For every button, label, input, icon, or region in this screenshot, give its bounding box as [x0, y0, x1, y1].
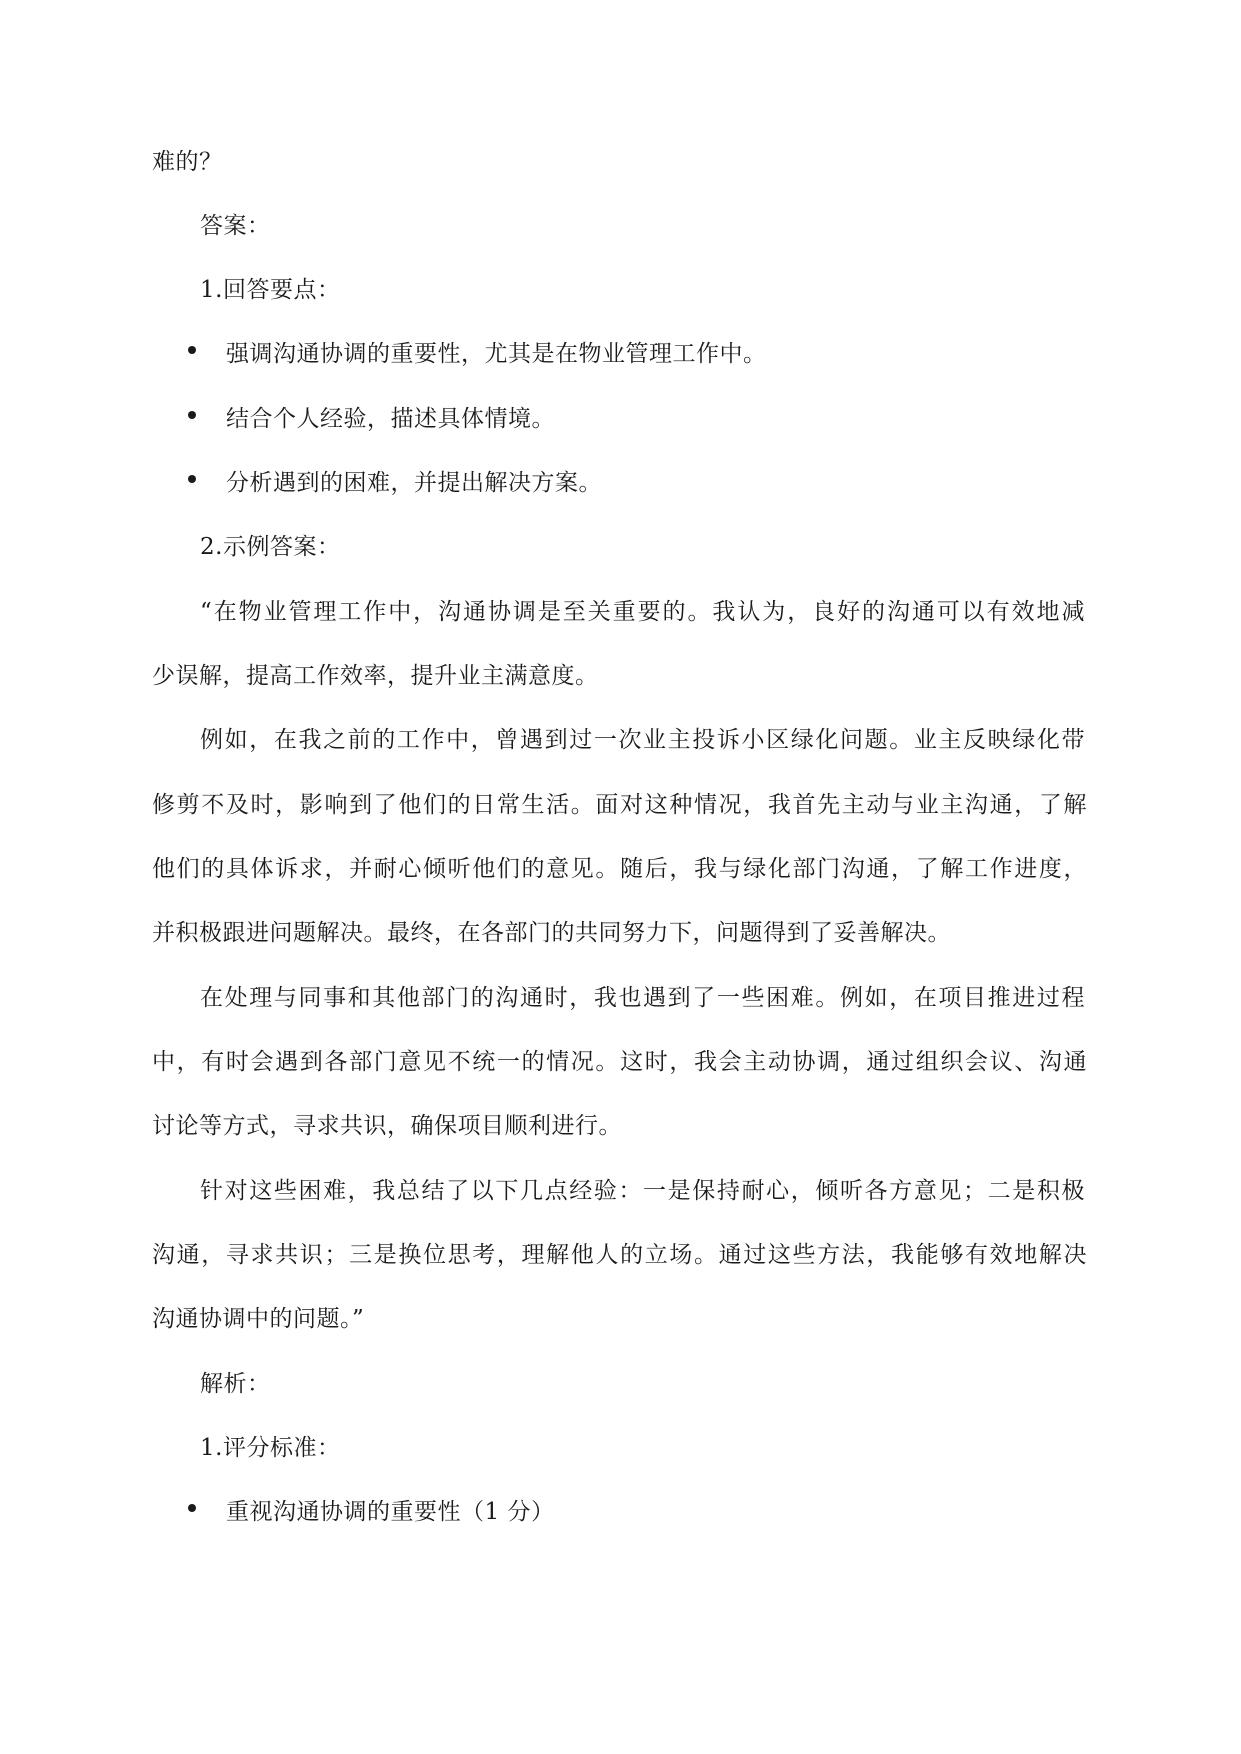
section-heading: 1.回答要点： — [200, 277, 341, 303]
text-line: 沟通，寻求共识；三是换位思考，理解他人的立场。通过这些方法，我能够有效地解决 — [152, 1242, 1087, 1268]
text-line: 沟通协调中的问题。” — [152, 1306, 365, 1332]
analysis-heading: 解析： — [200, 1371, 271, 1397]
text-line: 少误解，提高工作效率，提升业主满意度。 — [152, 663, 599, 689]
section-heading: 1.评分标准： — [200, 1435, 341, 1461]
list-item: 结合个人经验，描述具体情境。 — [226, 406, 555, 432]
answer-heading: 答案： — [200, 213, 271, 239]
text-line: 针对这些困难，我总结了以下几点经验：一是保持耐心，倾听各方意见；二是积极 — [200, 1178, 1085, 1204]
text-line: 中，有时会遇到各部门意见不统一的情况。这时，我会主动协调，通过组织会议、沟通 — [152, 1049, 1087, 1075]
text-line: 在处理与同事和其他部门的沟通时，我也遇到了一些困难。例如，在项目推进过程 — [200, 985, 1085, 1011]
text-line: 他们的具体诉求，并耐心倾听他们的意见。随后，我与绿化部门沟通，了解工作进度， — [152, 856, 1087, 882]
section-heading: 2.示例答案： — [200, 534, 341, 560]
text-line: 并积极跟进问题解决。最终，在各部门的共同努力下，问题得到了妥善解决。 — [152, 920, 951, 946]
bullet-icon — [188, 411, 196, 419]
text-line: 修剪不及时，影响到了他们的日常生活。面对这种情况，我首先主动与业主沟通，了解 — [152, 792, 1087, 818]
bullet-icon — [188, 346, 196, 354]
text-line: 例如，在我之前的工作中，曾遇到过一次业主投诉小区绿化问题。业主反映绿化带 — [200, 727, 1085, 753]
text-line: 讨论等方式，寻求共识，确保项目顺利进行。 — [152, 1113, 622, 1139]
list-item: 强调沟通协调的重要性，尤其是在物业管理工作中。 — [226, 341, 767, 367]
text-line: “在物业管理工作中，沟通协调是至关重要的。我认为，良好的沟通可以有效地减 — [200, 599, 1085, 625]
bullet-icon — [188, 475, 196, 483]
bullet-icon — [188, 1504, 196, 1512]
list-item: 重视沟通协调的重要性（1 分） — [226, 1499, 555, 1525]
list-item: 分析遇到的困难，并提出解决方案。 — [226, 470, 602, 496]
text-line: 难的？ — [152, 149, 223, 175]
